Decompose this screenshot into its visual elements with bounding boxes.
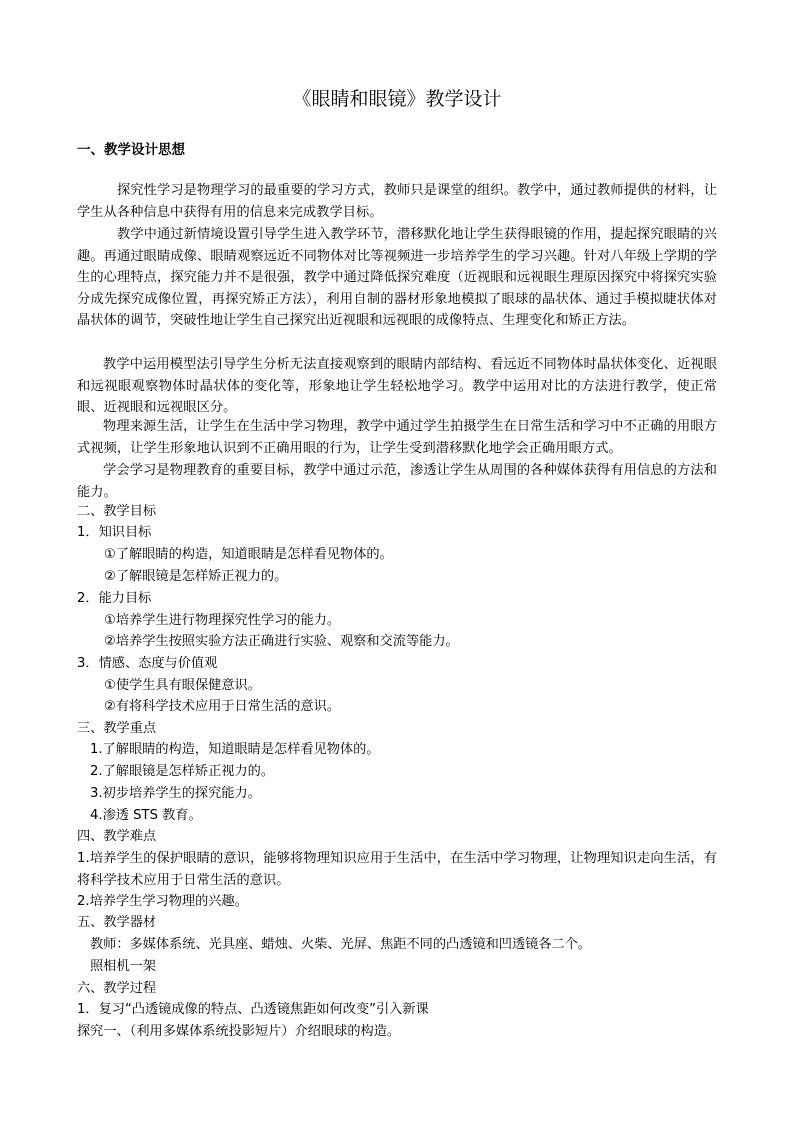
paragraph-model-method: 教学中运用模型法引导学生分析无法直接观察到的眼睛内部结构、看远近不同物体时晶状体变化、近视眼和远视眼观察物体时晶状体的变化等，形象地让学生轻松地学习。教学中运用对比的方法进行教学，使正常眼、近视眼和远视眼区分。	[77, 357, 717, 416]
subheading-knowledge-goals: 1．知识目标	[77, 525, 152, 540]
subheading-ability-goals: 2．能力目标	[77, 591, 152, 606]
section-heading-goals: 二、教学目标	[77, 504, 157, 519]
difficulty-item-2: 2.培养学生学习物理的兴趣。	[77, 894, 248, 909]
process-step-explore-1: 探究一、（利用多媒体系统投影短片）介绍眼球的构造。	[77, 1024, 401, 1039]
equipment-teacher: 教师：多媒体系统、光具座、蜡烛、火柴、光屏、焦距不同的凸透镜和凹透镜各二个。	[90, 937, 592, 952]
section-heading-key-points: 三、教学重点	[77, 721, 157, 736]
list-item: 4.渗透 STS 教育。	[90, 808, 202, 823]
list-item: 2.了解眼镜是怎样矫正视力的。	[90, 764, 275, 779]
process-step-review: 1．复习“凸透镜成像的特点、凸透镜焦距如何改变”引入新课	[77, 1002, 429, 1017]
list-item: ①培养学生进行物理探究性学习的能力。	[104, 613, 341, 628]
section-heading-design-ideas: 一、教学设计思想	[77, 142, 185, 158]
equipment-camera: 照相机一架	[90, 959, 156, 974]
section-heading-difficulties: 四、教学难点	[77, 829, 157, 844]
difficulty-item-1: 1.培养学生的保护眼睛的意识，能够将物理知识应用于生活中，在生活中学习物理，让物理知识走向生活，有将科学技术应用于日常生活的意识。	[77, 851, 717, 888]
paragraph-learn-to-learn: 学会学习是物理教育的重要目标，教学中通过示范，渗透让学生从周围的各种媒体获得有用信息的方法和能力。	[77, 463, 717, 500]
section-heading-equipment: 五、教学器材	[77, 915, 157, 930]
paragraph-physics-from-life: 物理来源生活，让学生在生活中学习物理，教学中通过学生拍摄学生在日常生活和学习中不正确的用眼方式视频，让学生形象地认识到不正确用眼的行为，让学生受到潜移默化地学会正确用眼方式。	[77, 419, 717, 456]
list-item: ②了解眼镜是怎样矫正视力的。	[104, 569, 288, 584]
list-item: 1.了解眼睛的构造，知道眼睛是怎样看见物体的。	[90, 742, 380, 757]
list-item: ②培养学生按照实验方法正确进行实验、观察和交流等能力。	[104, 634, 459, 649]
list-item: ②有将科学技术应用于日常生活的意识。	[104, 699, 341, 714]
list-item: 3.初步培养学生的探究能力。	[90, 786, 261, 801]
section-heading-process: 六、教学过程	[77, 981, 157, 996]
page-title: 《眼睛和眼镜》教学设计	[292, 88, 502, 110]
list-item: ①了解眼睛的构造，知道眼睛是怎样看见物体的。	[104, 547, 393, 562]
paragraph-new-situation: 教学中通过新情境设置引导学生进入教学环节，潜移默化地让学生获得眼镜的作用，提起探究眼睛的兴趣。再通过眼睛成像、眼睛观察远近不同物体对比等视频进一步培养学生的学习兴趣。针对八年级上学期的学生的心理特点，探究能力并不是很强，教学中通过降低探究难度（近视眼和远视眼生理原因探究中将探究实验分成先探究成像位置，再探究矫正方法），利用自制的器材形象地模拟了眼球的晶状体、通过手模拟睫状体对晶状体的调节，突破性地让学生自己探究出近视眼和远视眼的成像特点、生理变化和矫正方法。	[77, 227, 717, 329]
list-item: ①使学生具有眼保健意识。	[104, 678, 261, 693]
subheading-attitude-goals: 3．情感、态度与价值观	[77, 656, 218, 671]
paragraph-inquiry-learning: 探究性学习是物理学习的最重要的学习方式，教师只是课堂的组织。教学中，通过教师提供的材料，让学生从各种信息中获得有用的信息来完成教学目标。	[77, 183, 717, 220]
